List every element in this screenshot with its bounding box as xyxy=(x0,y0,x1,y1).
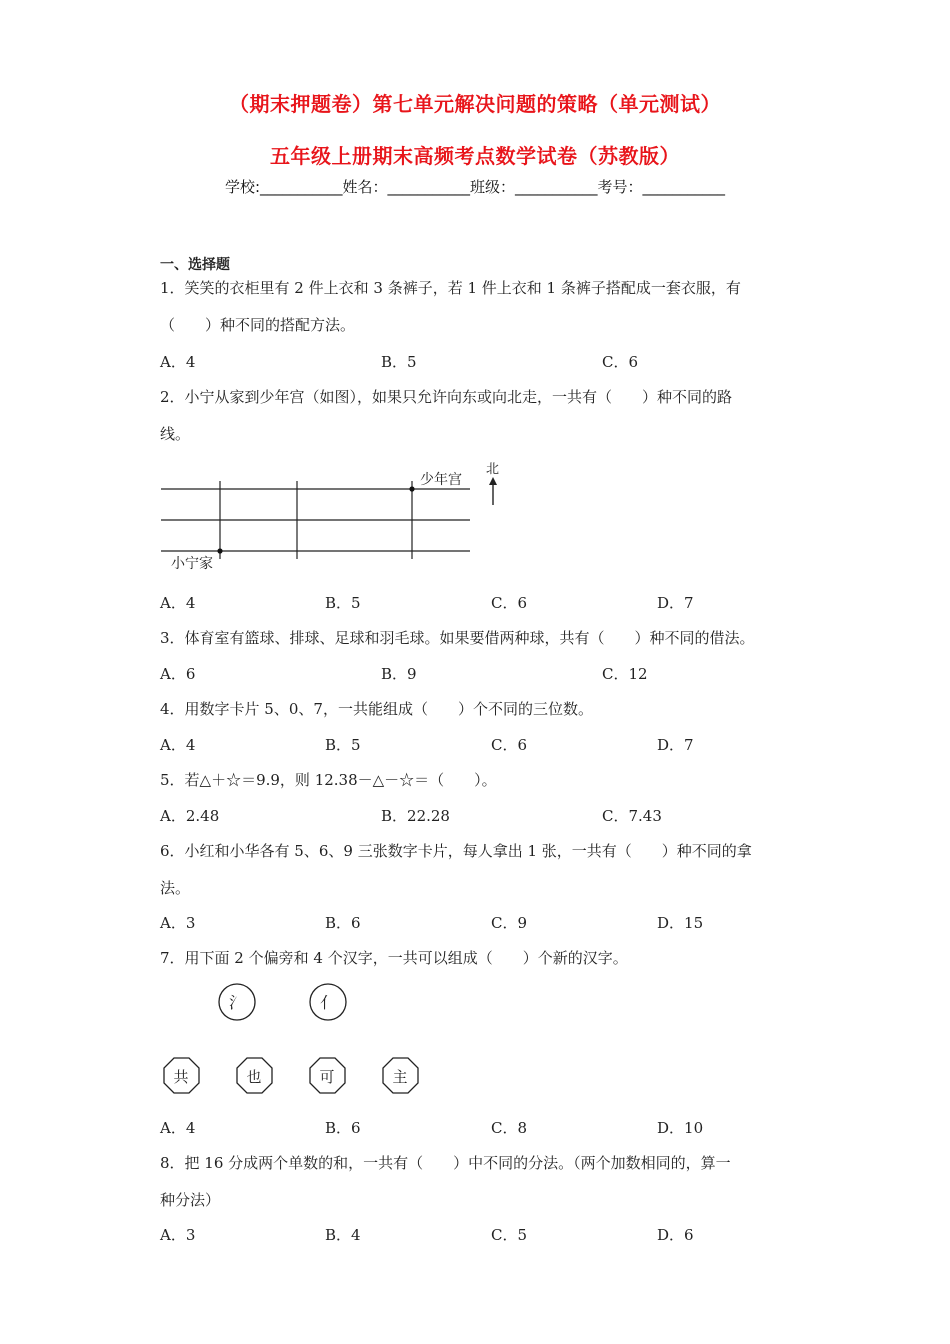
q8-option-a[interactable]: A．3 xyxy=(160,1226,196,1244)
q7-option-b[interactable]: B．6 xyxy=(325,1119,361,1137)
char-text-2: 也 xyxy=(246,1068,262,1086)
question-2-line-2: 线。 xyxy=(160,425,191,443)
q1-option-b[interactable]: B．5 xyxy=(381,353,417,371)
q4-option-c[interactable]: C．6 xyxy=(491,736,528,754)
q2-option-a[interactable]: A．4 xyxy=(160,594,196,612)
q4-option-b[interactable]: B．5 xyxy=(325,736,361,754)
question-8-line-1: 8．把 16 分成两个单数的和，一共有（ ）中不同的分法。（两个加数相同的，算一 xyxy=(160,1154,731,1172)
q7-option-a[interactable]: A．4 xyxy=(160,1119,196,1137)
student-info-line xyxy=(0,176,950,197)
q2-option-b[interactable]: B．5 xyxy=(325,594,361,612)
char-text-1: 共 xyxy=(173,1068,189,1086)
q8-option-b[interactable]: B．4 xyxy=(325,1226,361,1244)
question-7-line-1: 7．用下面 2 个偏旁和 4 个汉字，一共可以组成（ ）个新的汉字。 xyxy=(160,949,628,967)
q2-option-c[interactable]: C．6 xyxy=(491,594,528,612)
section-heading: 一、选择题 xyxy=(160,257,230,273)
exam-subtitle: 五年级上册期末高频考点数学试卷（苏教版） xyxy=(270,144,680,168)
question-6-line-1: 6．小红和小华各有 5、6、9 三张数字卡片，每人拿出 1 张，一共有（ ）种不同的拿 xyxy=(160,842,752,860)
q6-option-c[interactable]: C．9 xyxy=(491,914,528,932)
q6-option-d[interactable]: D．15 xyxy=(657,914,704,932)
question-1-line-1: 1．笑笑的衣柜里有 2 件上衣和 3 条裤子，若 1 件上衣和 1 条裤子搭配成一套衣服，有 xyxy=(160,279,741,297)
question-2-line-1: 2．小宁从家到少年宫（如图），如果只允许向东或向北走，一共有（ ）种不同的路 xyxy=(160,388,733,406)
radicals-figure xyxy=(150,978,450,1108)
north-arrow-icon xyxy=(489,477,497,485)
q4-option-d[interactable]: D．7 xyxy=(657,736,694,754)
north-label: 北 xyxy=(486,462,500,477)
question-6-line-2: 法。 xyxy=(160,879,191,897)
q3-option-b[interactable]: B．9 xyxy=(381,665,417,683)
q1-option-c[interactable]: C．6 xyxy=(602,353,639,371)
q6-option-b[interactable]: B．6 xyxy=(325,914,361,932)
exam-title: （期末押题卷）第七单元解决问题的策略（单元测试） xyxy=(229,92,721,116)
q8-option-d[interactable]: D．6 xyxy=(657,1226,694,1244)
home-label: 小宁家 xyxy=(171,556,213,572)
radical-person-text: 亻 xyxy=(319,993,337,1012)
question-3-line-1: 3．体育室有篮球、排球、足球和羽毛球。如果要借两种球，共有（ ）种不同的借法。 xyxy=(160,629,755,647)
destination-dot xyxy=(409,486,414,491)
student-info-text: 学校:___________姓名：___________班级：___________考号：___________ xyxy=(224,178,726,196)
q6-option-a[interactable]: A．3 xyxy=(160,914,196,932)
q4-option-a[interactable]: A．4 xyxy=(160,736,196,754)
q8-option-c[interactable]: C．5 xyxy=(491,1226,528,1244)
question-5-line-1: 5．若△＋☆＝9.9，则 12.38－△－☆＝（ ）。 xyxy=(160,771,497,789)
q2-option-d[interactable]: D．7 xyxy=(657,594,694,612)
question-1-line-2: （ ）种不同的搭配方法。 xyxy=(160,316,356,334)
q5-option-a[interactable]: A．2.48 xyxy=(160,807,220,825)
home-dot xyxy=(217,548,222,553)
radical-water-text: 氵 xyxy=(228,993,246,1012)
q7-option-d[interactable]: D．10 xyxy=(657,1119,704,1137)
char-text-3: 可 xyxy=(319,1068,335,1086)
q5-option-b[interactable]: B．22.28 xyxy=(381,807,450,825)
q5-option-c[interactable]: C．7.43 xyxy=(602,807,662,825)
q1-option-a[interactable]: A．4 xyxy=(160,353,196,371)
q3-option-c[interactable]: C．12 xyxy=(602,665,648,683)
char-text-4: 主 xyxy=(392,1068,408,1086)
question-8-line-2: 种分法） xyxy=(160,1191,221,1209)
question-4-line-1: 4．用数字卡片 5、0、7，一共能组成（ ）个不同的三位数。 xyxy=(160,700,593,718)
destination-label: 少年宫 xyxy=(420,472,462,488)
q3-option-a[interactable]: A．6 xyxy=(160,665,196,683)
route-map-figure xyxy=(158,455,518,580)
q7-option-c[interactable]: C．8 xyxy=(491,1119,528,1137)
